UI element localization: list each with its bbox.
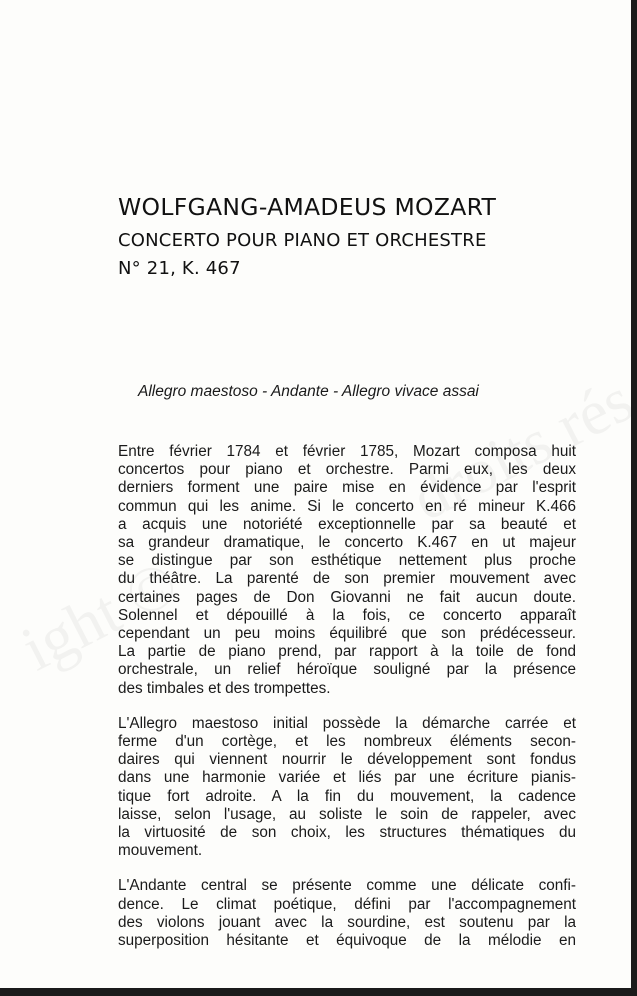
text-line: L'Andante central se présente comme une délicate confi- [118, 877, 576, 895]
scan-edge-right [631, 0, 637, 996]
text-line: derniers forment une paire mise en évidence par l'esprit [118, 479, 576, 497]
text-line: dans une harmonie variée et liés par une écriture pianis- [118, 769, 576, 787]
text-line: commun qui les anime. Si le concerto en ré mineur K.466 [118, 497, 576, 515]
text-line: la virtuosité de son choix, les structures thématiques du [118, 824, 576, 842]
movements-list: Allegro maestoso - Andante - Allegro vivace assai [138, 383, 479, 400]
title-block [118, 190, 558, 283]
text-line: sa grandeur dramatique, le concerto K.467 en ut majeur [118, 534, 576, 552]
paragraph [118, 443, 576, 698]
text-line: daires qui viennent nourrir le développement sont fondus [118, 751, 576, 769]
text-line: laisse, selon l'usage, au soliste le soin de rappeler, avec [118, 805, 576, 823]
text-line: Solennel et dépouillé à la fois, ce concerto apparaît [118, 606, 576, 624]
text-line: orchestrale, un relief héroïque souligné par la présence [118, 661, 576, 679]
text-line: des timbales et des trompettes. [118, 679, 331, 697]
text-line: cependant un peu moins équilibré que son prédécesseur. [118, 625, 576, 643]
text-line: ferme d'un cortège, et les nombreux éléments secon- [118, 733, 576, 751]
text-line: des violons jouant avec la sourdine, est soutenu par la [118, 913, 576, 931]
text-line: superposition hésitante et équivoque de la mélodie en [118, 932, 576, 950]
text-line: Entre février 1784 et février 1785, Mozart composa huit [118, 443, 576, 460]
paragraph [118, 715, 576, 861]
paragraph [118, 877, 576, 950]
text-line: a acquis une notoriété exceptionnelle par sa beauté et [118, 515, 576, 533]
text-line: du théâtre. La parenté de son premier mouvement avec [118, 570, 576, 588]
text-line: se distingue par son esthétique nettement plus proche [118, 552, 576, 570]
text-line: tique fort adroite. A la fin du mouvement, la cadence [118, 787, 576, 805]
text-line: concertos pour piano et orchestre. Parmi eux, les deux [118, 461, 576, 479]
text-line: L'Allegro maestoso initial possède la démarche carrée et [118, 714, 576, 732]
text-line: dence. Le climat poétique, défini par l'accompagnement [118, 895, 576, 913]
text-line: certaines pages de Don Giovanni ne fait aucun doute. [118, 588, 576, 606]
work-title: CONCERTO POUR PIANO ET ORCHESTRE [118, 230, 487, 251]
scan-edge-bottom [0, 988, 637, 996]
text-line: La partie de piano prend, par rapport à la toile de fond [118, 643, 576, 661]
text-line: mouvement. [118, 842, 203, 860]
composer-title: WOLFGANG-AMADEUS MOZART [118, 193, 497, 221]
body-text [118, 443, 576, 967]
work-number: N° 21, K. 467 [118, 258, 241, 279]
